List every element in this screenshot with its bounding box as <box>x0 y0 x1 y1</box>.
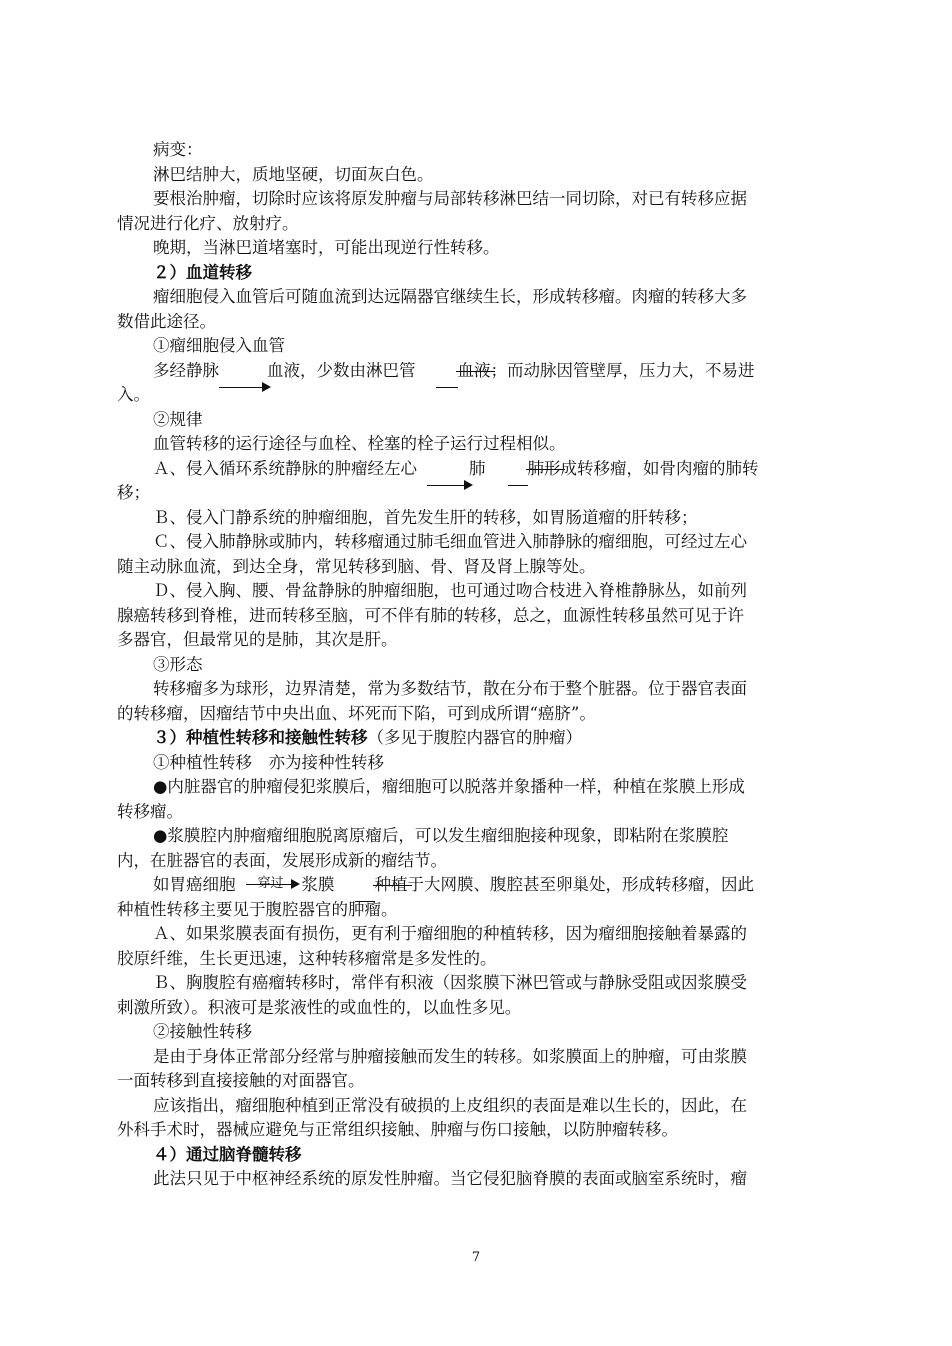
text-line: Ｃ、侵入肺静脉或肺内，转移瘤通过肺毛细血管进入肺静脉的瘤细胞，可经过左心 <box>153 532 747 551</box>
text-line: Ｂ、胸腹腔有癌瘤转移时，常伴有积液（因浆膜下淋巴管或与静脉受阻或因浆膜受 <box>153 973 747 992</box>
arrow-icon <box>246 873 296 900</box>
text-line-with-arrows <box>117 873 841 898</box>
subheading: ①种植性转移 亦为接种性转移 <box>153 752 384 772</box>
text-line: 的转移瘤，因瘤结节中央出血、坏死而下陷，可到成所谓“癌脐”。 <box>117 703 596 723</box>
text-line: 晚期，当淋巴道堵塞时，可能出现逆行性转移。 <box>153 238 500 257</box>
text-segment: Ａ、侵入循环系统静脉的肿瘤经左心 <box>153 458 417 478</box>
text-segment: ；而动脉因管壁厚，压力大，不易进 <box>490 360 755 380</box>
text-segment: 于大网膜、腹腔甚至卵巢处，形成转移瘤，因此 <box>407 875 754 894</box>
text-line: 一面转移到直接接触的对面器官。 <box>117 1071 365 1090</box>
text-segment: 血液，少数由淋巴管 <box>267 360 416 380</box>
subheading: ②接触性转移 <box>153 1022 252 1041</box>
text-segment: 多经静脉 <box>153 360 219 380</box>
text-line: 要根治肿瘤，切除时应该将原发肿瘤与局部转移淋巴结一同切除，对已有转移应据 <box>153 189 747 208</box>
document-page <box>117 138 841 1192</box>
text-line: 种植性转移主要见于腹腔器官的肿瘤。 <box>117 899 398 919</box>
text-line: 转移瘤多为球形，边界清楚，常为多数结节，散在分布于整个脏器。位于器官表面 <box>153 679 747 698</box>
text-line: 数借此途径。 <box>117 311 216 331</box>
text-line: 多器官，但最常见的是肺，其次是肝。 <box>117 630 398 649</box>
text-line: 随主动脉血流，到达全身，常见转移到脑、骨、肾及肾上腺等处。 <box>117 556 596 576</box>
text-line: 外科手术时，器械应避免与正常组织接触、肿瘤与伤口接触，以防肿瘤转移。 <box>117 1120 678 1139</box>
text-line: ●浆膜腔内肿瘤瘤细胞脱离原瘤后，可以发生瘤细胞接种现象，即粘附在浆膜腔 <box>153 826 729 845</box>
text-line: 瘤细胞侵入血管后可随血流到达远隔器官继续生长，形成转移瘤。肉瘤的转移大多 <box>153 287 747 306</box>
section-heading: ４）通过脑脊髓转移 <box>153 1144 302 1164</box>
struck-text: 种植 <box>375 873 408 898</box>
text-line: Ｂ、侵入门静系统的肿瘤细胞，首先发生肝的转移，如胃肠道瘤的肝转移； <box>153 507 698 527</box>
page-number: 7 <box>471 1250 481 1265</box>
text-line: 胶原纤维，生长更迅速，这种转移瘤常是多发性的。 <box>117 948 497 968</box>
subheading: ②规律 <box>153 409 203 429</box>
subheading: ①瘤细胞侵入血管 <box>153 336 285 355</box>
text-line: 病变： <box>153 140 203 159</box>
text-segment: 浆膜 <box>301 875 335 894</box>
subheading: ③形态 <box>153 654 203 674</box>
arrow-label: 穿过 <box>257 876 284 891</box>
text-line: 内，在脏器官的表面，发展形成新的瘤结节。 <box>117 850 447 870</box>
section-heading: ３）种植性转移和接触性转移 <box>153 728 368 747</box>
text-line: 淋巴结肿大，质地坚硬，切面灰白色。 <box>153 164 434 184</box>
text-line: ●内脏器官的肿瘤侵犯浆膜后，瘤细胞可以脱落并象播种一样，种植在浆膜上形成 <box>153 777 745 796</box>
section-heading: ２）血道转移 <box>153 262 252 282</box>
text-line: Ａ、如果浆膜表面有损伤，更有利于瘤细胞的种植转移，因为瘤细胞接触着暴露的 <box>153 924 747 943</box>
text-segment: 成转移瘤，如骨肉瘤的肺转 <box>560 458 759 478</box>
text-line-with-arrows <box>117 359 841 384</box>
struck-text: 血液 <box>458 359 491 384</box>
text-segment: 如胃癌细胞 <box>153 875 236 894</box>
text-line: 是由于身体正常部分经常与肿瘤接触而发生的转移。如浆膜面上的肿瘤，可由浆膜 <box>153 1046 747 1066</box>
text-line: 腺癌转移到脊椎，进而转移至脑，可不伴有肺的转移，总之，血源性转移虽然可见于许 <box>117 605 744 625</box>
text-line: 情况进行化疗、放射疗。 <box>117 213 299 233</box>
text-segment: 肺 <box>469 458 486 478</box>
text-line: 应该指出，瘤细胞种植到正常没有破损的上皮组织的表面是难以生长的，因此，在 <box>153 1095 747 1115</box>
text-line: 移； <box>117 483 150 502</box>
text-line: 血管转移的运行途径与血栓、栓塞的栓子运行过程相似。 <box>153 434 566 453</box>
heading-note: （多见于腹腔内器官的肿瘤） <box>367 728 582 747</box>
text-line: 转移瘤。 <box>117 801 183 821</box>
text-line-with-arrows <box>117 457 841 482</box>
text-line: Ｄ、侵入胸、腰、骨盆静脉的肿瘤细胞，也可通过吻合枝进入脊椎静脉丛，如前列 <box>153 581 747 600</box>
text-line: 刺激所致）。积液可是浆液性的或血性的，以血性多见。 <box>117 997 522 1017</box>
section-heading-line <box>117 726 841 751</box>
text-line: 此法只见于中枢神经系统的原发性肿瘤。当它侵犯脑脊膜的表面或脑室系统时，瘤 <box>153 1169 747 1188</box>
text-line: 入。 <box>117 385 150 404</box>
struck-text: 肺形 <box>528 457 561 482</box>
